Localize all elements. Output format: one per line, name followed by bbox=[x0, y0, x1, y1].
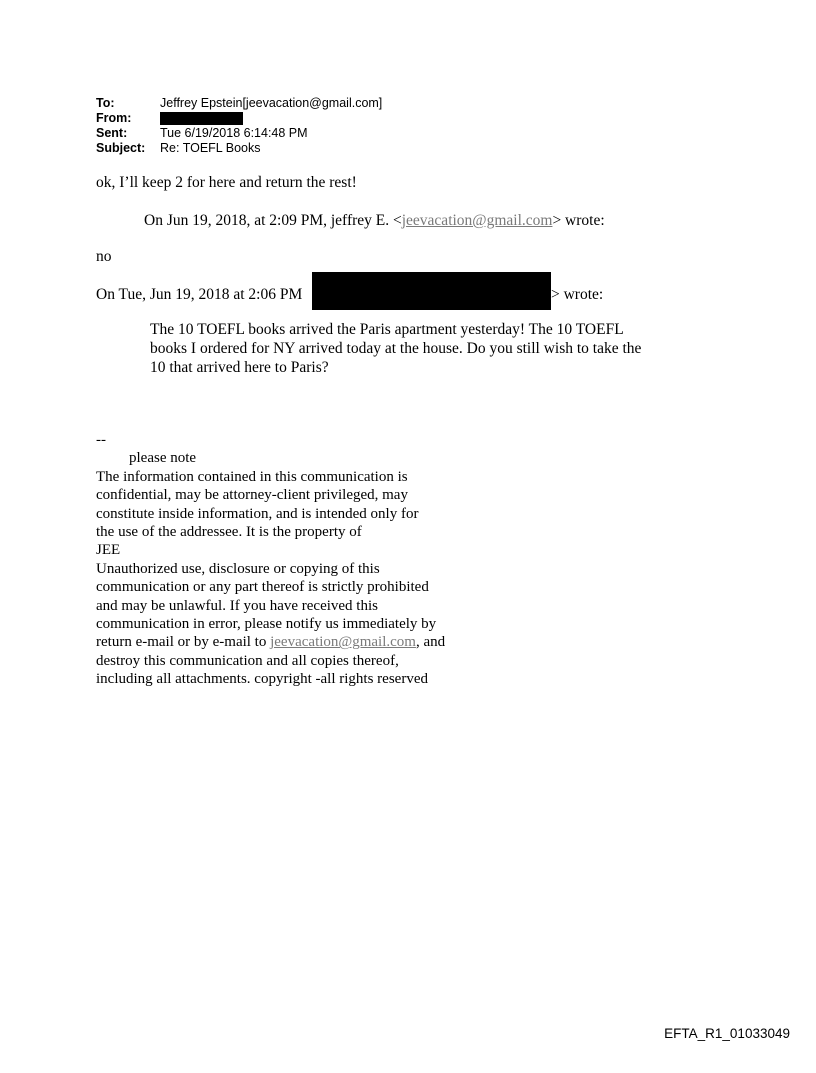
disclaimer-line: The information contained in this communication is bbox=[96, 468, 408, 485]
disclaimer-line: communication or any part thereof is strictly prohibited bbox=[96, 579, 429, 596]
signature-block bbox=[96, 431, 445, 689]
disclaimer-line: Unauthorized use, disclosure or copying of this bbox=[96, 560, 380, 577]
quote1-suffix: > wrote: bbox=[552, 212, 605, 229]
disclaimer-email-link[interactable]: jeevacation@gmail.com bbox=[270, 634, 416, 651]
disclaimer-line: the use of the addressee. It is the property of bbox=[96, 524, 362, 541]
disclaimer-line: communication in error, please notify us immediately by bbox=[96, 616, 437, 633]
sent-value: Tue 6/19/2018 6:14:48 PM bbox=[160, 126, 308, 140]
subject-value: Re: TOEFL Books bbox=[160, 141, 261, 155]
reply-text: ok, I’ll keep 2 for here and return the rest! bbox=[96, 174, 357, 191]
email-header bbox=[96, 96, 382, 156]
to-row bbox=[96, 96, 382, 111]
email-line-suffix: , and bbox=[415, 634, 446, 651]
quote2-line: books I ordered for NY arrived today at the house. Do you still wish to take the bbox=[150, 340, 642, 357]
from-row bbox=[96, 111, 382, 126]
document-id: EFTA_R1_01033049 bbox=[664, 1026, 790, 1041]
quote1-body: no bbox=[96, 248, 112, 265]
subject-row bbox=[96, 141, 382, 156]
to-value: Jeffrey Epstein[jeevacation@gmail.com] bbox=[160, 96, 383, 110]
disclaimer-line: confidential, may be attorney-client privileged, may bbox=[96, 487, 408, 504]
quote2-attribution-suffix: > wrote: bbox=[551, 286, 604, 303]
quote2-attribution-prefix: On Tue, Jun 19, 2018 at 2:06 PM bbox=[96, 286, 303, 303]
from-redaction bbox=[160, 112, 243, 125]
signature-separator: -- bbox=[96, 432, 106, 448]
quote1-attribution bbox=[144, 212, 605, 230]
please-note: please note bbox=[129, 450, 197, 467]
from-label: From: bbox=[96, 111, 132, 125]
disclaimer-line: and may be unlawful. If you have received this bbox=[96, 597, 378, 614]
quote2-line: The 10 TOEFL books arrived the Paris apartment yesterday! The 10 TOEFL bbox=[150, 321, 624, 338]
email-line-prefix: return e-mail or by e-mail to bbox=[96, 634, 271, 651]
sent-label: Sent: bbox=[96, 126, 128, 140]
quote1-prefix: On Jun 19, 2018, at 2:09 PM, jeffrey E. < bbox=[144, 212, 402, 229]
disclaimer-line: including all attachments. copyright -all rights reserved bbox=[96, 671, 428, 688]
disclaimer-line: destroy this communication and all copies thereof, bbox=[96, 652, 399, 669]
sent-row bbox=[96, 126, 382, 141]
quote2-body bbox=[150, 320, 690, 377]
disclaimer-email-line bbox=[96, 633, 445, 651]
disclaimer-line: JEE bbox=[96, 542, 121, 559]
to-label: To: bbox=[96, 96, 115, 110]
disclaimer-line: constitute inside information, and is intended only for bbox=[96, 505, 419, 522]
quote2-line: 10 that arrived here to Paris? bbox=[150, 359, 329, 376]
quote1-email-link[interactable]: jeevacation@gmail.com bbox=[401, 212, 553, 229]
subject-label: Subject: bbox=[96, 141, 146, 155]
sender-redaction bbox=[312, 272, 551, 310]
